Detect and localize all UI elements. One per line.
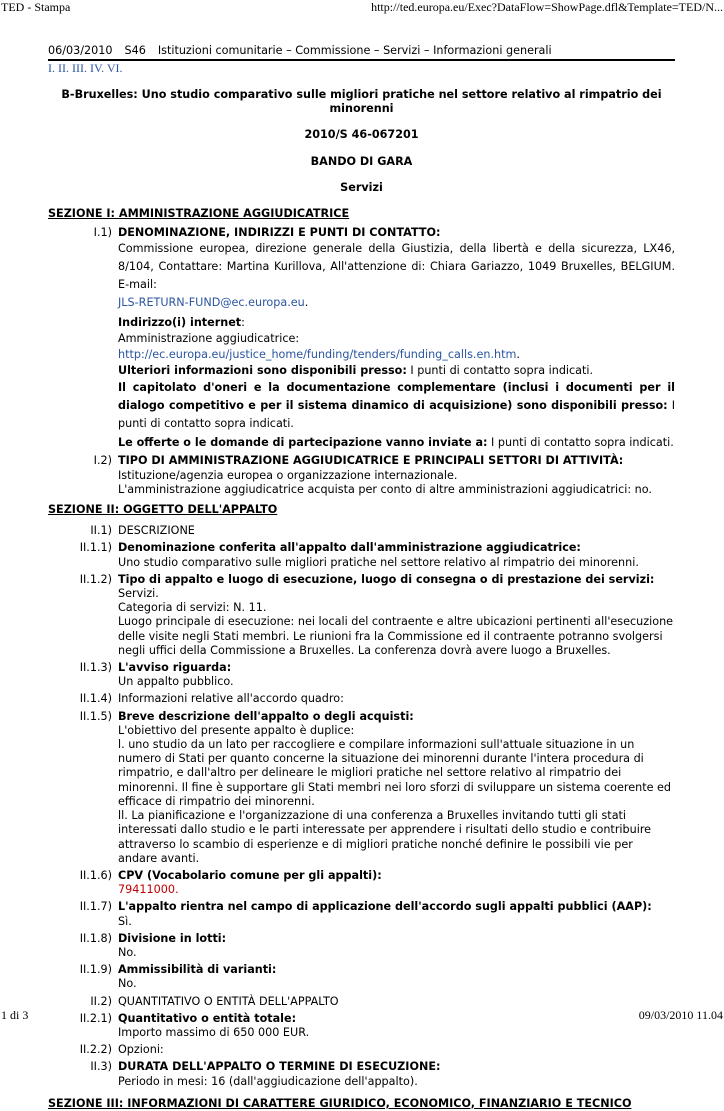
notice-type: BANDO DI GARA (310, 154, 413, 168)
item-text: Istituzione/agenzia europea o organizzazione internazionale. (118, 468, 458, 482)
item-number: II.2) (90, 994, 112, 1008)
print-header (0, 0, 724, 16)
journal-date: 06/03/2010 (48, 44, 113, 57)
item-number: II.3) (90, 1060, 112, 1074)
item-title: DESCRIZIONE (118, 524, 195, 538)
item-title: Divisione in lotti: (118, 931, 227, 945)
item-ii12 (48, 573, 675, 658)
internet-colon: : (241, 316, 245, 330)
cpv-code-link[interactable]: 79411000 (118, 883, 175, 897)
item-text: L'obiettivo del presente appalto è duplice: (118, 723, 355, 737)
notice-reference: 2010/S 46-067201 (304, 128, 419, 142)
item-text: Periodo in mesi: 16 (dall'aggiudicazione dell'appalto). (118, 1074, 418, 1088)
item-text: L'amministrazione aggiudicatrice acquista per conto di altre amministrazioni aggiudicatrici: no. (118, 482, 652, 496)
item-number: II.1.9) (79, 963, 112, 977)
item-number: II.1.2) (79, 572, 112, 586)
item-text: l. uno studio da un lato per raccogliere e compilare informazioni sull'attuale situazione in un numero di Stati per quanto concerne la situazione dei minorenni durante l'intera procedura di rimpatrio, e dall'altro per delineare le migliori pratiche nel settore relativo al rimpatrio dei minorenni. Il fine è supportare gli Stati membri nei loro sforzi di sviluppare un sistema coerente ed efficace di rimpatrio dei minorenni. (118, 738, 672, 808)
journal-issue: S46 (124, 44, 146, 57)
item-ii19 (48, 963, 675, 991)
journal-category: Istituzioni comunitarie – Commissione – Servizi – Informazioni generali (157, 44, 552, 57)
item-title: Breve descrizione dell'appalto o degli acquisti: (118, 709, 414, 723)
item-number: II.1) (90, 524, 112, 538)
item-text: Importo massimo di 650 000 EUR. (118, 1025, 310, 1039)
item-text: Un appalto pubblico. (118, 675, 234, 689)
journal-header (48, 44, 675, 58)
item-title: Tipo di appalto e luogo di esecuzione, luogo di consegna o di prestazione dei servizi: (118, 572, 655, 586)
offers-label: Le offerte o le domande di partecipazione vanno inviate a: (118, 436, 488, 450)
item-ii14 (48, 692, 675, 706)
item-text: ll. La pianificazione e l'organizzazione di una conferenza a Bruxelles invitando tutti gli stati interessati dallo studio e le parti interessate per apprendere i risultati dello studio e contribuire attraverso lo scambio di esperienze e di migliori pratiche nonché definire le possibili vie per andare avanti. (118, 809, 652, 865)
item-number: II.1.4) (79, 692, 112, 706)
item-ii1 (48, 524, 675, 538)
item-ii3 (48, 1060, 675, 1088)
item-number: I.2) (93, 454, 112, 468)
item-text: Sì. (118, 914, 132, 928)
section-3-heading: SEZIONE III: INFORMAZIONI DI CARATTERE GIURIDICO, ECONOMICO, FINANZIARIO E TECNICO (48, 1096, 632, 1110)
contact-email-link[interactable]: JLS-RETURN-FUND@ec.europa.eu (118, 296, 305, 310)
documents-label: Il capitolato d'oneri e la documentazione complementare (inclusi i documenti per il dialogo competitivo e per il sistema dinamico di acquisizione) sono disponibili presso: (118, 381, 675, 413)
item-text: Categoria di servizi: N. 11. (118, 601, 267, 615)
item-title: Ammissibilità di varianti: (118, 963, 277, 977)
item-number: II.2.2) (79, 1043, 112, 1057)
notice-title: B-Bruxelles: Uno studio comparativo sulle migliori pratiche nel settore relativo al rimpatrio dei minorenni (61, 88, 662, 116)
section-2-heading: SEZIONE II: OGGETTO DELL'APPALTO (48, 503, 278, 517)
documents-value: I punti di contatto sopra indicati. (118, 399, 675, 431)
page-url: http://ted.europa.eu/Exec?DataFlow=ShowPage.dfl&Template=TED/N... (371, 0, 723, 14)
item-ii11 (48, 541, 675, 569)
section-nav-links[interactable]: I. II. III. IV. VI. (48, 61, 123, 75)
admin-label: Amministrazione aggiudicatrice: (118, 332, 300, 346)
tab-title: TED - Stampa (1, 0, 71, 14)
item-ii22 (48, 1043, 675, 1057)
item-number: II.1.5) (79, 709, 112, 723)
item-ii17 (48, 900, 675, 928)
item-number: II.1.1) (79, 541, 112, 555)
item-ii2 (48, 995, 675, 1009)
item-number: II.1.6) (79, 868, 112, 882)
section-1-heading: SEZIONE I: AMMINISTRAZIONE AGGIUDICATRICE (48, 207, 350, 221)
item-text: No. (118, 945, 137, 959)
admin-url-link[interactable]: http://ec.europa.eu/justice_home/funding/tenders/funding_calls.en.htm (118, 348, 517, 362)
notice-page (48, 44, 675, 1111)
contact-address: Commissione europea, direzione generale della Giustizia, della libertà e della sicurezza, LX46, 8/104, Contattare: Martina Kurillova, All'attenzione di: Chiara Gariazzo, 1049 Bruxelles, BELGIUM. E-mail: (118, 242, 675, 292)
item-title: DENOMINAZIONE, INDIRIZZI E PUNTI DI CONTATTO: (118, 226, 441, 240)
item-title: L'appalto rientra nel campo di applicazione dell'accordo sugli appalti pubblici (AAP): (118, 900, 652, 914)
item-number: II.2.1) (79, 1011, 112, 1025)
item-i1: I.1) DENOMINAZIONE, INDIRIZZI E PUNTI DI CONTATTO: Commissione europea, direzione generale della Giustizia, della libertà e della sicurezza, LX46, 8/104, Contattare: Martina Kurillova, All'attenzione di: Chiara Gariazzo, 1049 Bruxelles, BELGIUM. E-mail: JLS-RETURN-FUND@ec.europa.eu. Indirizzo(i) internet: Amministrazione aggiudicatrice: http://ec.europa.eu/justice_home/funding/tenders/funding_calls.en.htm. Ulteriori informazioni sono disponibili presso: I punti di contatto sopra indicati. Il capitolato d'oneri e la documentazione complementare (inclusi i documenti per il dialogo competitivo e per il sistema dinamico di acquisizione) sono disponibili presso: I punti di contatto sopra indicati. Le offerte o le domande di partecipazione vanno inviate a: I punti di contatto sopra indicati. (48, 226, 675, 451)
item-ii15 (48, 710, 675, 866)
item-number: II.1.8) (79, 931, 112, 945)
item-ii13 (48, 661, 675, 689)
item-title: L'avviso riguarda: (118, 661, 232, 675)
cpv-code-dot: . (174, 883, 179, 897)
item-i2 (48, 454, 675, 497)
print-datetime: 09/03/2010 11.04 (638, 1008, 723, 1022)
print-footer (0, 1008, 724, 1024)
item-ii16 (48, 869, 675, 897)
more-info-label: Ulteriori informazioni sono disponibili presso: (118, 364, 407, 378)
item-number: I.1) (93, 226, 112, 240)
item-text: Luogo principale di esecuzione: nei locali del contraente e altre ubicazioni pertinenti all'esecuzione delle visite negli Stati membri. Le riunioni fra la Commissione ed il contraente potranno svolgersi negli uffici della Commissione a Bruxelles. La conferenza dovrà avere luogo a Bruxelles. (118, 615, 674, 657)
item-title: Denominazione conferita all'appalto dall'amministrazione aggiudicatrice: (118, 541, 581, 555)
item-title: Informazioni relative all'accordo quadro: (118, 692, 344, 706)
item-title: QUANTITATIVO O ENTITÀ DELL'APPALTO (118, 994, 339, 1008)
notice-category: Servizi (340, 180, 383, 194)
item-text: Uno studio comparativo sulle migliori pratiche nel settore relativo al rimpatrio dei minorenni. (118, 555, 639, 569)
item-number: II.1.3) (79, 661, 112, 675)
item-text: No. (118, 977, 137, 991)
item-ii18 (48, 932, 675, 960)
page-counter: 1 di 3 (1, 1008, 29, 1022)
item-number: II.1.7) (79, 900, 112, 914)
internet-label: Indirizzo(i) internet (118, 316, 242, 330)
item-title: Opzioni: (118, 1043, 164, 1057)
offers-value: I punti di contatto sopra indicati. (487, 436, 674, 450)
item-title: CPV (Vocabolario comune per gli appalti): (118, 868, 382, 882)
item-text: Servizi. (118, 587, 159, 601)
item-title: DURATA DELL'APPALTO O TERMINE DI ESECUZIONE: (118, 1060, 441, 1074)
item-title: TIPO DI AMMINISTRAZIONE AGGIUDICATRICE E PRINCIPALI SETTORI DI ATTIVITÀ: (118, 454, 624, 468)
item-title: Quantitativo o entità totale: (118, 1011, 297, 1025)
more-info-value: I punti di contatto sopra indicati. (406, 364, 594, 378)
